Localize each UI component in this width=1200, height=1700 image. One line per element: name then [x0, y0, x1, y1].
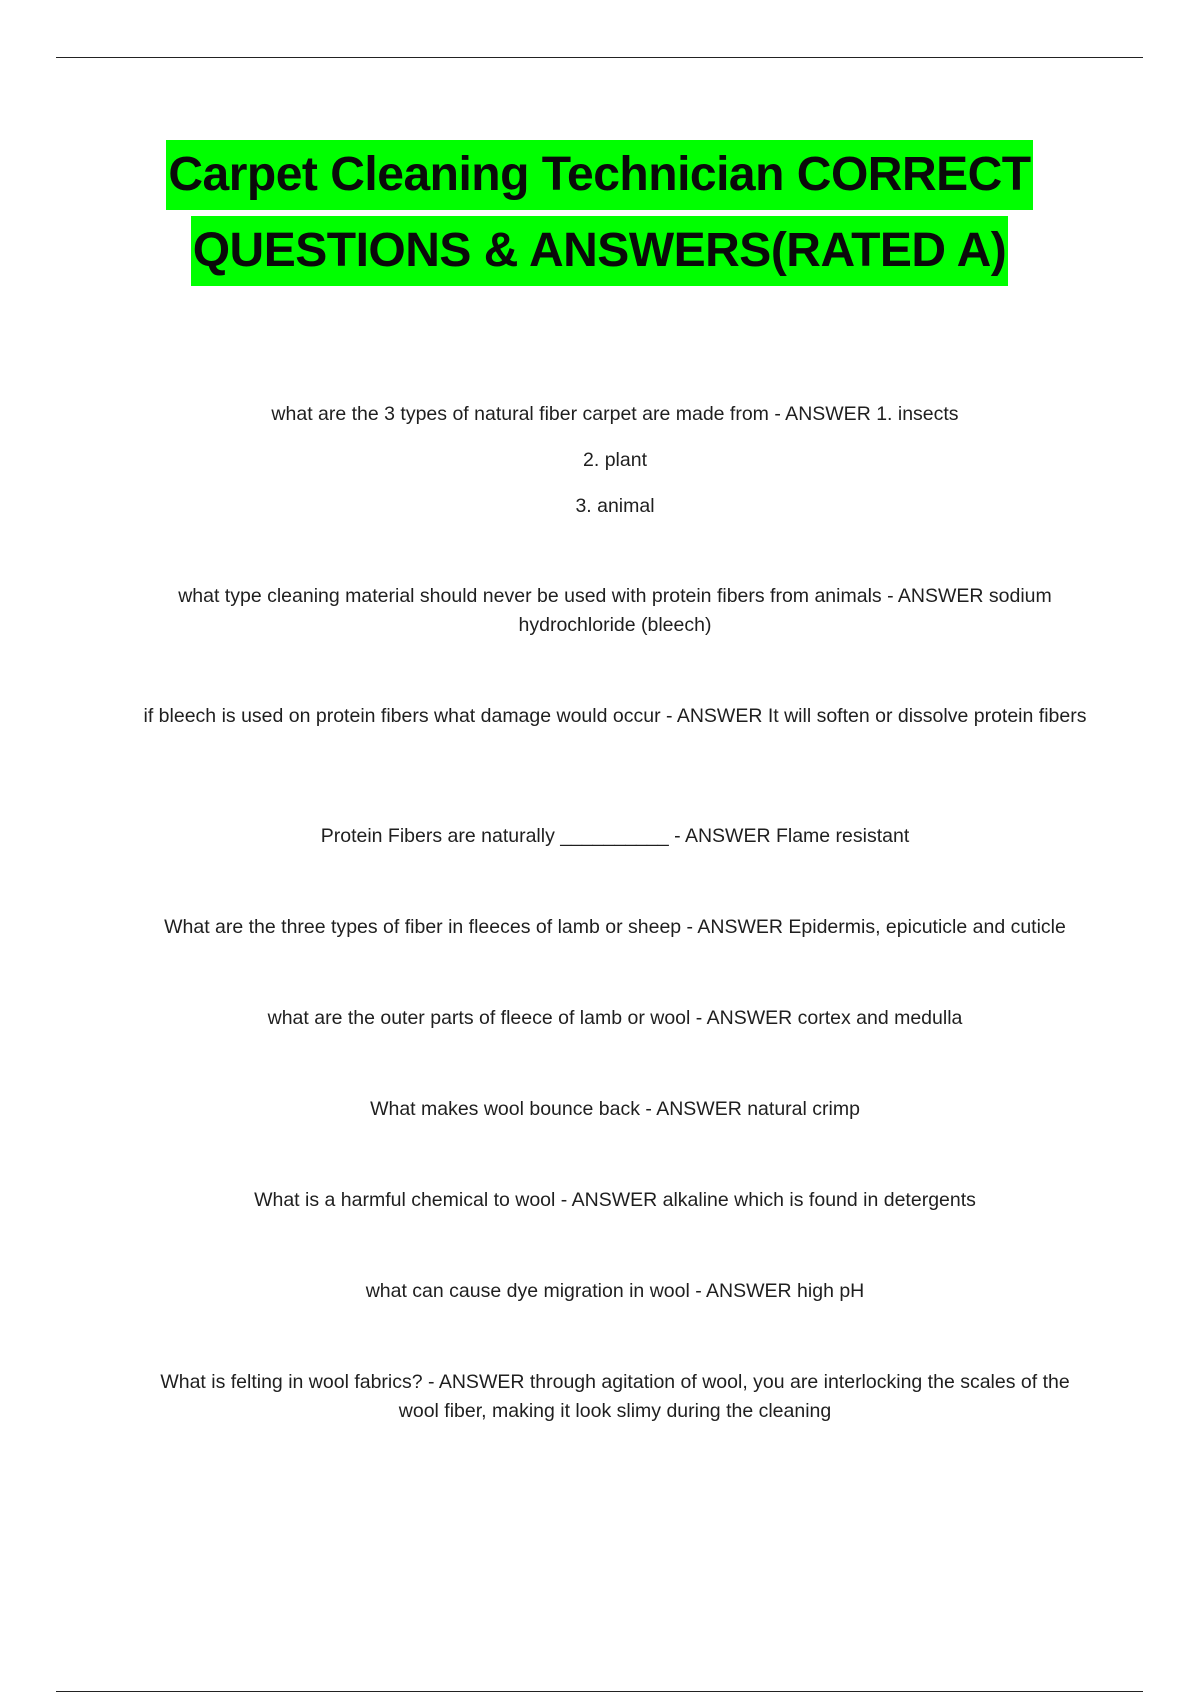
qa-item-5: What are the three types of fiber in fleeces of lamb or sheep - ANSWER Epidermis, epicuticle and cuticle: [164, 916, 1066, 938]
qa-item-3: if bleech is used on protein fibers what damage would occur - ANSWER It will soften or dissolve protein fibers: [143, 705, 1087, 727]
title-line-2: QUESTIONS & ANSWERS(RATED A): [191, 216, 1009, 286]
qa-item-7: What makes wool bounce back - ANSWER natural crimp: [370, 1098, 860, 1120]
title-line-1: Carpet Cleaning Technician CORRECT: [166, 140, 1032, 210]
qa-item-1-part-2: 2. plant: [583, 449, 647, 471]
qa-item-4: Protein Fibers are naturally __________ - ANSWER Flame resistant: [320, 825, 910, 847]
header-rule: [56, 57, 1143, 58]
qa-item-1: what are the 3 types of natural fiber carpet are made from - ANSWER 1. insects: [271, 403, 959, 425]
qa-item-10: What is felting in wool fabrics? - ANSWER through agitation of wool, you are interlocking the scales of the wool fiber, making it look slimy during the cleaning: [160, 1371, 1070, 1422]
footer-rule: [56, 1691, 1143, 1692]
qa-item-9: what can cause dye migration in wool - ANSWER high pH: [365, 1280, 865, 1302]
qa-item-6: what are the outer parts of fleece of lamb or wool - ANSWER cortex and medulla: [267, 1007, 963, 1029]
document-title: [56, 140, 1143, 286]
qa-item-2: what type cleaning material should never be used with protein fibers from animals - ANSWER sodium hydrochloride (bleech): [178, 585, 1052, 636]
qa-item-1-part-3: 3. animal: [575, 495, 655, 517]
qa-item-8: What is a harmful chemical to wool - ANSWER alkaline which is found in detergents: [254, 1189, 976, 1211]
